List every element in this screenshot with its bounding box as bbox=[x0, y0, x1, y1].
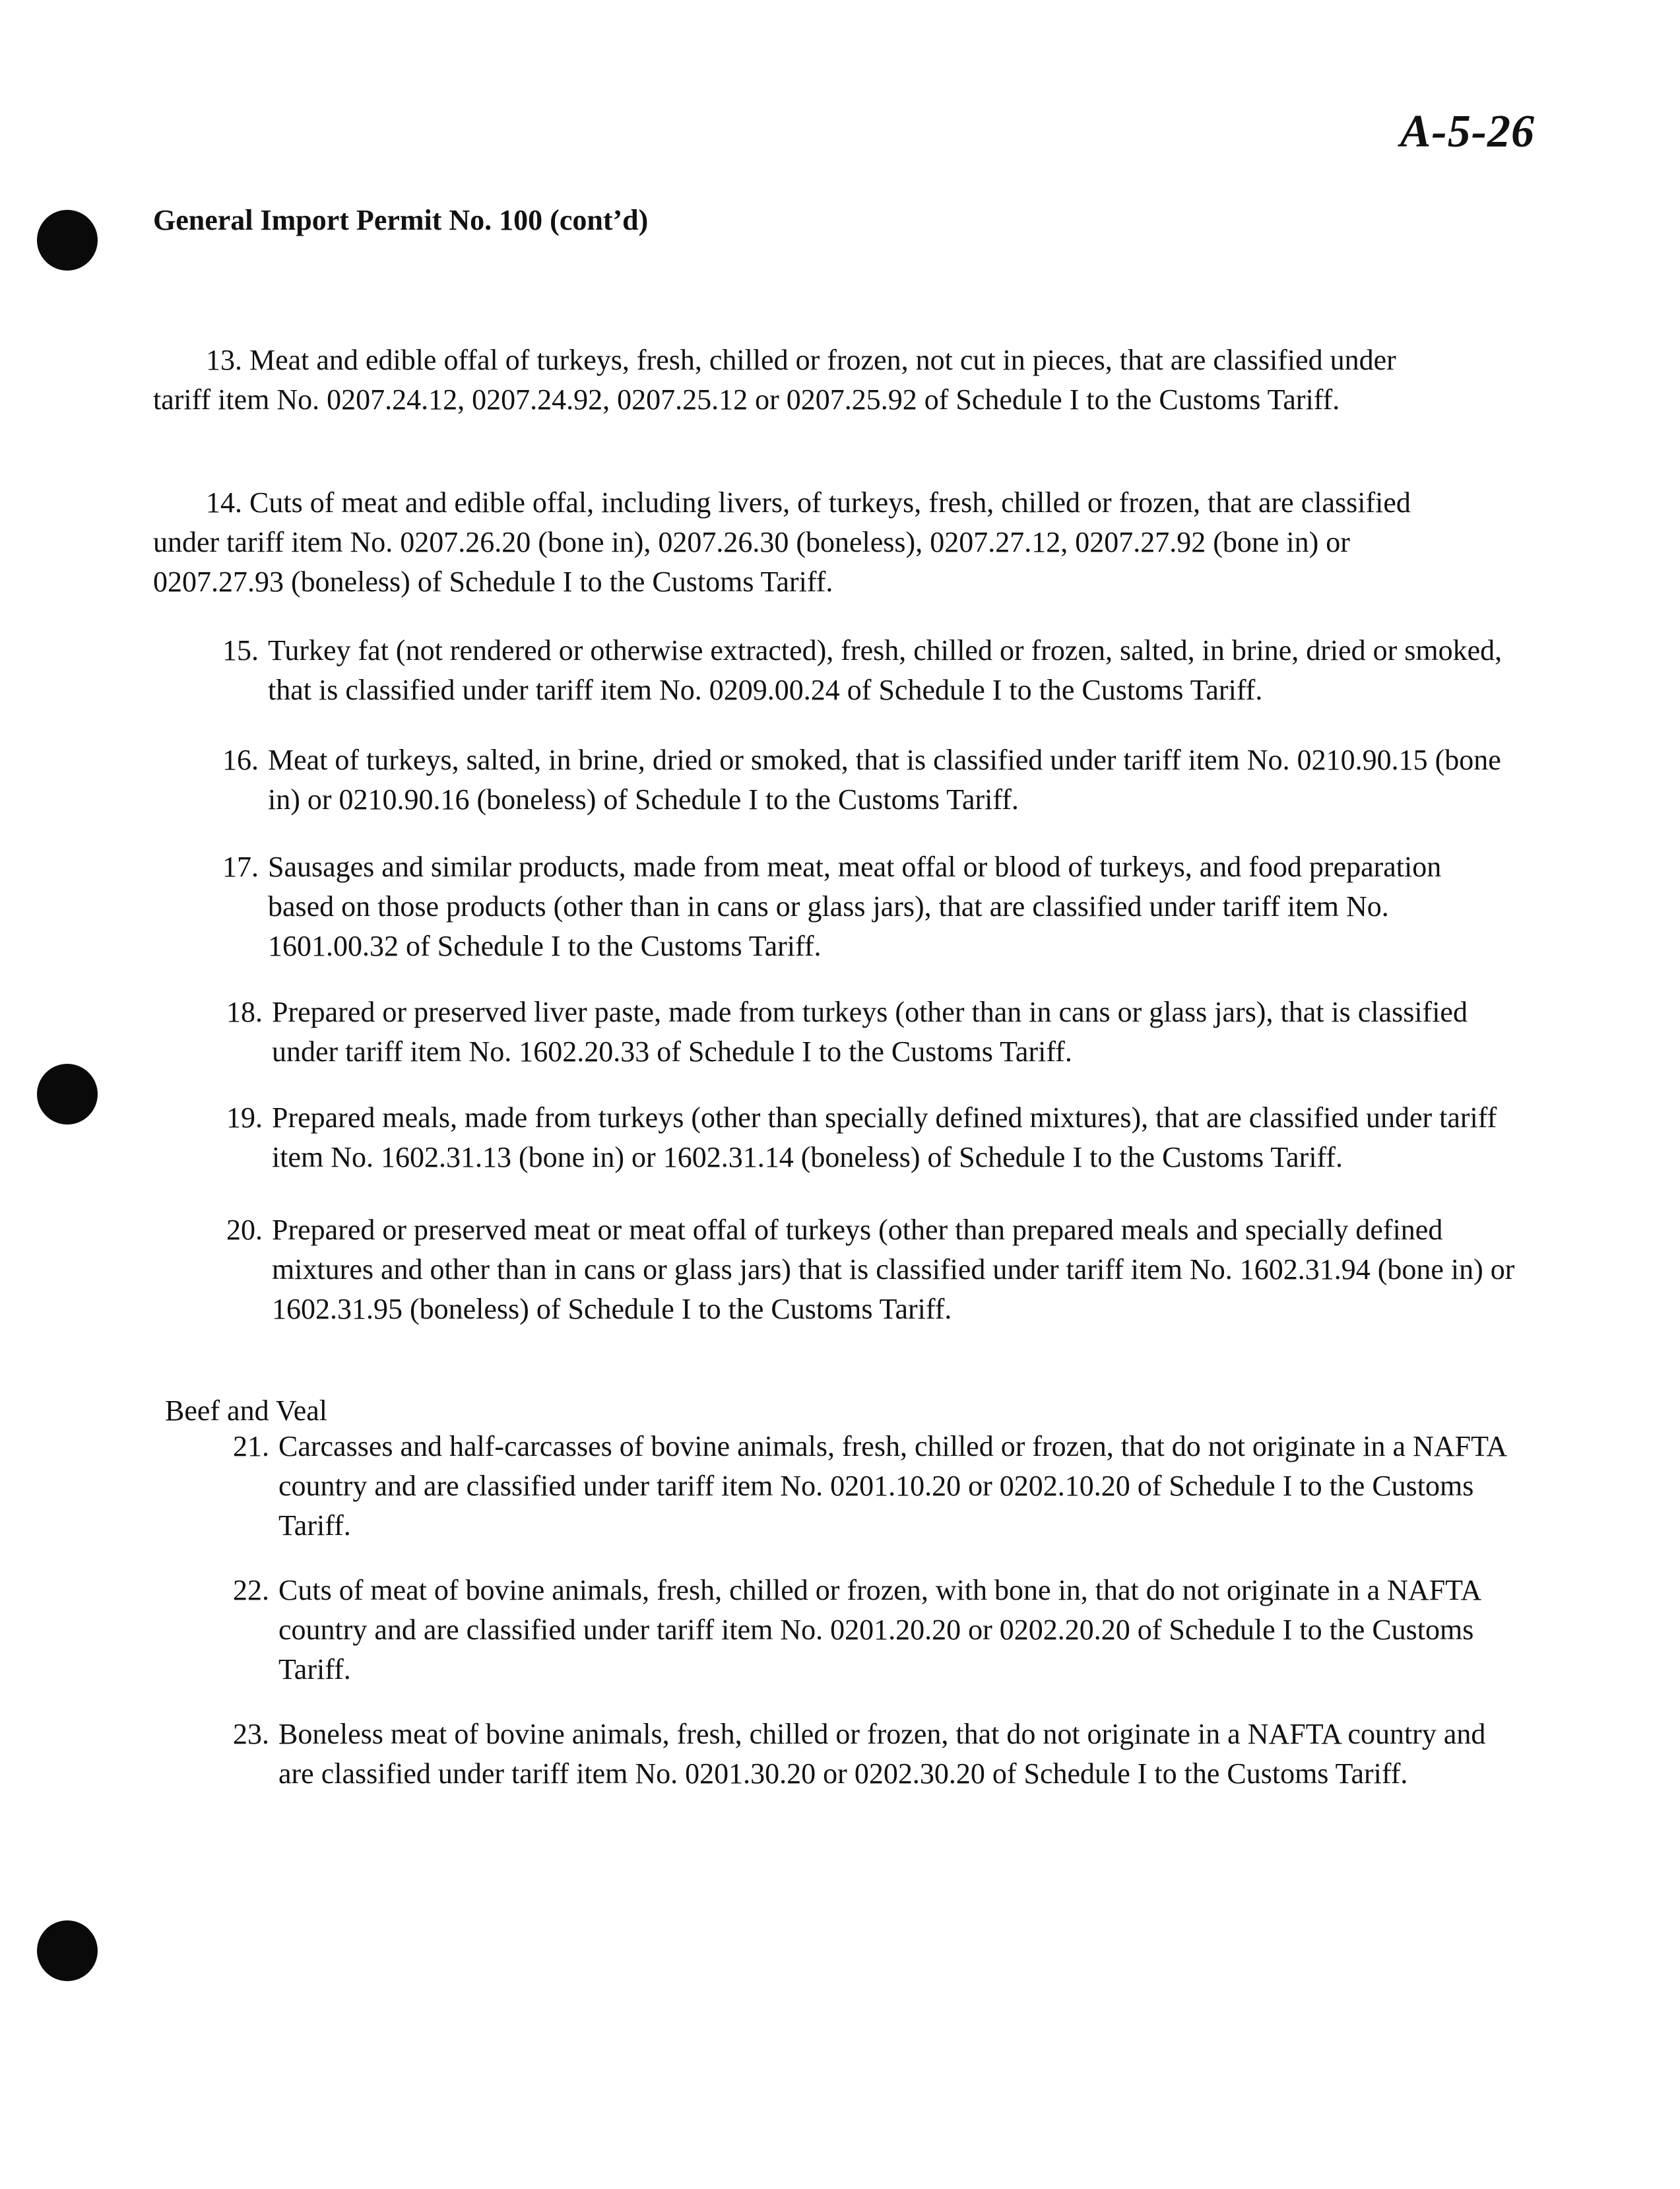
item-text: Cuts of meat and edible offal, including livers, of turkeys, fresh, chilled or frozen, that are classified under tariff item No. 0207.26.20 (bone in), 0207.26.30 (boneless), 0207.27.12, 0207.27.92 (bone in) or 0207.27.93 (boneless) of Schedule I to the Customs Tariff. bbox=[153, 486, 1411, 598]
item-number: 19. bbox=[226, 1101, 263, 1134]
item-number: 21. bbox=[233, 1430, 269, 1462]
list-item-20 bbox=[210, 1210, 1516, 1329]
list-item-14 bbox=[153, 483, 1460, 602]
page-number: A-5-26 bbox=[1400, 106, 1535, 157]
list-item-22 bbox=[216, 1571, 1523, 1689]
item-text: Prepared or preserved liver paste, made from turkeys (other than in cans or glass jars), that is classified under tariff item No. 1602.20.33 of Schedule I to the Customs Tariff. bbox=[272, 996, 1468, 1068]
list-item-13 bbox=[153, 341, 1460, 420]
list-item-16 bbox=[206, 740, 1512, 820]
item-number: 15. bbox=[222, 634, 259, 667]
list-item-19 bbox=[210, 1098, 1516, 1177]
item-number: 22. bbox=[233, 1574, 269, 1606]
item-number: 16. bbox=[222, 744, 259, 776]
list-item-18 bbox=[210, 993, 1516, 1072]
item-text: Carcasses and half-carcasses of bovine animals, fresh, chilled or frozen, that do not originate in a NAFTA country and are classified under tariff item No. 0201.10.20 or 0202.10.20 of Schedule I to the Customs Tariff. bbox=[278, 1430, 1506, 1542]
list-item-17 bbox=[206, 847, 1512, 966]
item-text: Turkey fat (not rendered or otherwise extracted), fresh, chilled or frozen, salted, in brine, dried or smoked, that is classified under tariff item No. 0209.00.24 of Schedule I to the Customs Tariff. bbox=[268, 634, 1502, 706]
list-item-23 bbox=[216, 1715, 1523, 1794]
item-number: 17. bbox=[222, 851, 259, 883]
item-number: 14. bbox=[206, 486, 242, 519]
item-text: Boneless meat of bovine animals, fresh, chilled or frozen, that do not originate in a NAFTA country and are classified under tariff item No. 0201.30.20 or 0202.30.20 of Schedule I to the Customs Tariff. bbox=[278, 1718, 1486, 1790]
section-heading: Beef and Veal bbox=[165, 1394, 327, 1427]
item-number: 20. bbox=[226, 1214, 263, 1246]
item-text: Meat and edible offal of turkeys, fresh, chilled or frozen, not cut in pieces, that are classified under tariff item No. 0207.24.12, 0207.24.92, 0207.25.12 or 0207.25.92 of Schedule I to the Customs Tariff. bbox=[153, 344, 1396, 416]
document-title: General Import Permit No. 100 (cont’d) bbox=[153, 204, 649, 236]
item-text: Meat of turkeys, salted, in brine, dried or smoked, that is classified under tariff item No. 0210.90.15 (bone in) or 0210.90.16 (boneless) of Schedule I to the Customs Tariff. bbox=[268, 744, 1501, 816]
item-number: 13. bbox=[206, 344, 242, 376]
item-number: 23. bbox=[233, 1718, 269, 1750]
item-number: 18. bbox=[226, 996, 263, 1028]
item-text: Cuts of meat of bovine animals, fresh, chilled or frozen, with bone in, that do not originate in a NAFTA country and are classified under tariff item No. 0201.20.20 or 0202.20.20 of Schedule I to the Customs Tariff. bbox=[278, 1574, 1480, 1685]
item-text: Sausages and similar products, made from meat, meat offal or blood of turkeys, and food preparation based on those products (other than in cans or glass jars), that are classified under tariff item No. 1601.00.32 of Schedule I to the Customs Tariff. bbox=[268, 851, 1442, 962]
list-item-15 bbox=[206, 631, 1512, 710]
item-text: Prepared meals, made from turkeys (other than specially defined mixtures), that are classified under tariff item No. 1602.31.13 (bone in) or 1602.31.14 (boneless) of Schedule I to the Customs Tariff. bbox=[272, 1101, 1497, 1173]
item-text: Prepared or preserved meat or meat offal of turkeys (other than prepared meals and specially defined mixtures and other than in cans or glass jars) that is classified under tariff item No. 1602.31.94 (bone in) or 1602.31.95 (boneless) of Schedule I to the Customs Tariff. bbox=[272, 1214, 1515, 1325]
list-item-21 bbox=[216, 1427, 1523, 1546]
